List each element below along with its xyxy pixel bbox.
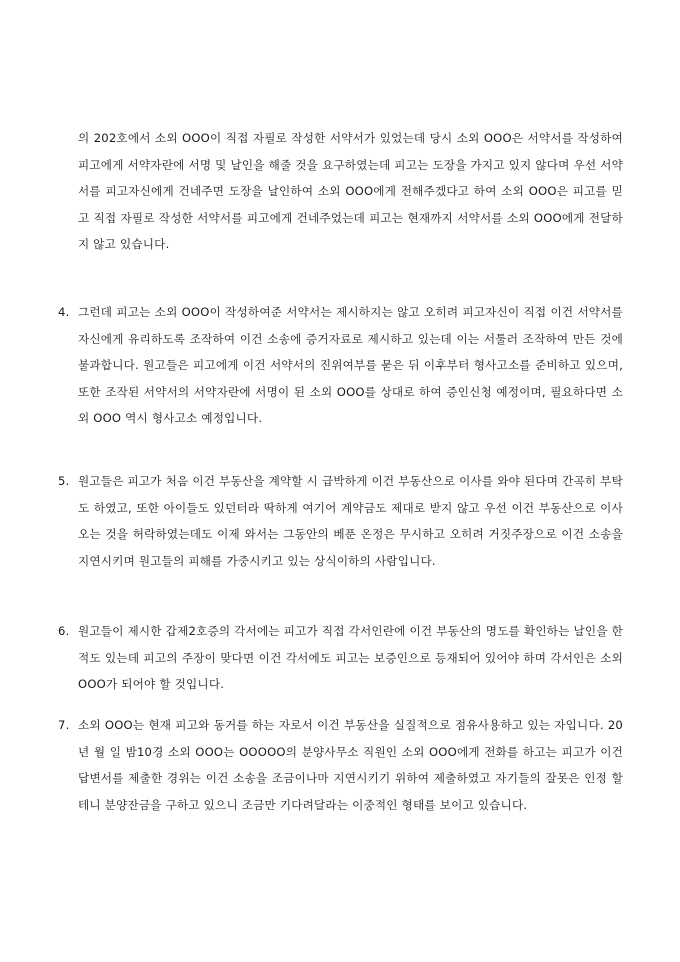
paragraph-5 — [58, 468, 623, 574]
paragraph-number: 5. — [58, 474, 70, 488]
paragraph-continuation — [58, 125, 623, 258]
paragraph-number: 7. — [58, 718, 70, 732]
paragraph-number: 6. — [58, 624, 70, 638]
paragraph-text: 원고들이 제시한 갑제2호증의 각서에는 피고가 직접 각서인란에 이건 부동산의 명도를 확인하는 날인을 한 적도 있는데 피고의 주장이 맞다면 이건 각서에도 피고는 보증인으로 등재되어 있어야 하며 각서인은 소외 OOO가 되어야 할 것입니다. — [78, 624, 623, 692]
paragraph-text: 소외 OOO는 현재 피고와 동거를 하는 자로서 이건 부동산을 실질적으로 점유사용하고 있는 자입니다. 20 년 월 일 밤10경 소외 OOO는 OOOOO의 분양사무소 직원인 소외 OOO에게 전화를 하고는 피고가 이건 답변서를 제출한 경위는 이건 소송을 조금이나마 지연시키기 위하여 제출하였고 자기들의 잘못은 인정 할 테니 분양잔금을 구하고 있으니 조금만 기다려달라는 이중적인 형태를 보이고 있습니다. — [78, 718, 623, 812]
paragraph-text: 원고들은 피고가 처음 이건 부동산을 계약할 시 급박하게 이건 부동산으로 이사를 와야 된다며 간곡히 부탁도 하였고, 또한 아이들도 있던터라 딱하게 여기어 계약금도 제대로 받지 않고 우선 이건 부동산으로 이사오는 것을 허락하였는데도 이제 와서는 그동안의 베푼 온정은 무시하고 오히려 거짓주장으로 이건 소송을 지연시키며 원고들의 피해를 가중시키고 있는 상식이하의 사람입니다. — [78, 474, 623, 568]
paragraph-number: 4. — [58, 305, 70, 319]
paragraph-7 — [58, 712, 623, 818]
paragraph-text: 의 202호에서 소외 OOO이 직접 자필로 작성한 서약서가 있었는데 당시 소외 OOO은 서약서를 작성하여 피고에게 서약자란에 서명 및 날인을 해줄 것을 요구하였는데 피고는 도장을 가지고 있지 않다며 우선 서약서를 피고자신에게 건네주면 도장을 날인하여 소외 OOO에게 전해주겠다고 하여 소외 OOO은 피고를 믿고 직접 자필로 작성한 서약서를 피고에게 건네주었는데 피고는 현재까지 서약서를 소외 OOO에게 전달하지 않고 있습니다. — [78, 131, 623, 252]
paragraph-6 — [58, 618, 623, 698]
paragraph-4 — [58, 299, 623, 432]
paragraph-text: 그런데 피고는 소외 OOO이 작성하여준 서약서는 제시하지는 않고 오히려 피고자신이 직접 이건 서약서를 자신에게 유리하도록 조작하여 이건 소송에 증거자료로 제시하고 있는데 이는 서툴러 조작하여 만든 것에 불과합니다. 원고들은 피고에게 이건 서약서의 진위여부를 묻은 뒤 이후부터 형사고소를 준비하고 있으며, 또한 조작된 서약서의 서약자란에 서명이 된 소외 OOO를 상대로 하여 증인신청 예정이며, 필요하다면 소외 OOO 역시 형사고소 예정입니다. — [78, 305, 623, 426]
